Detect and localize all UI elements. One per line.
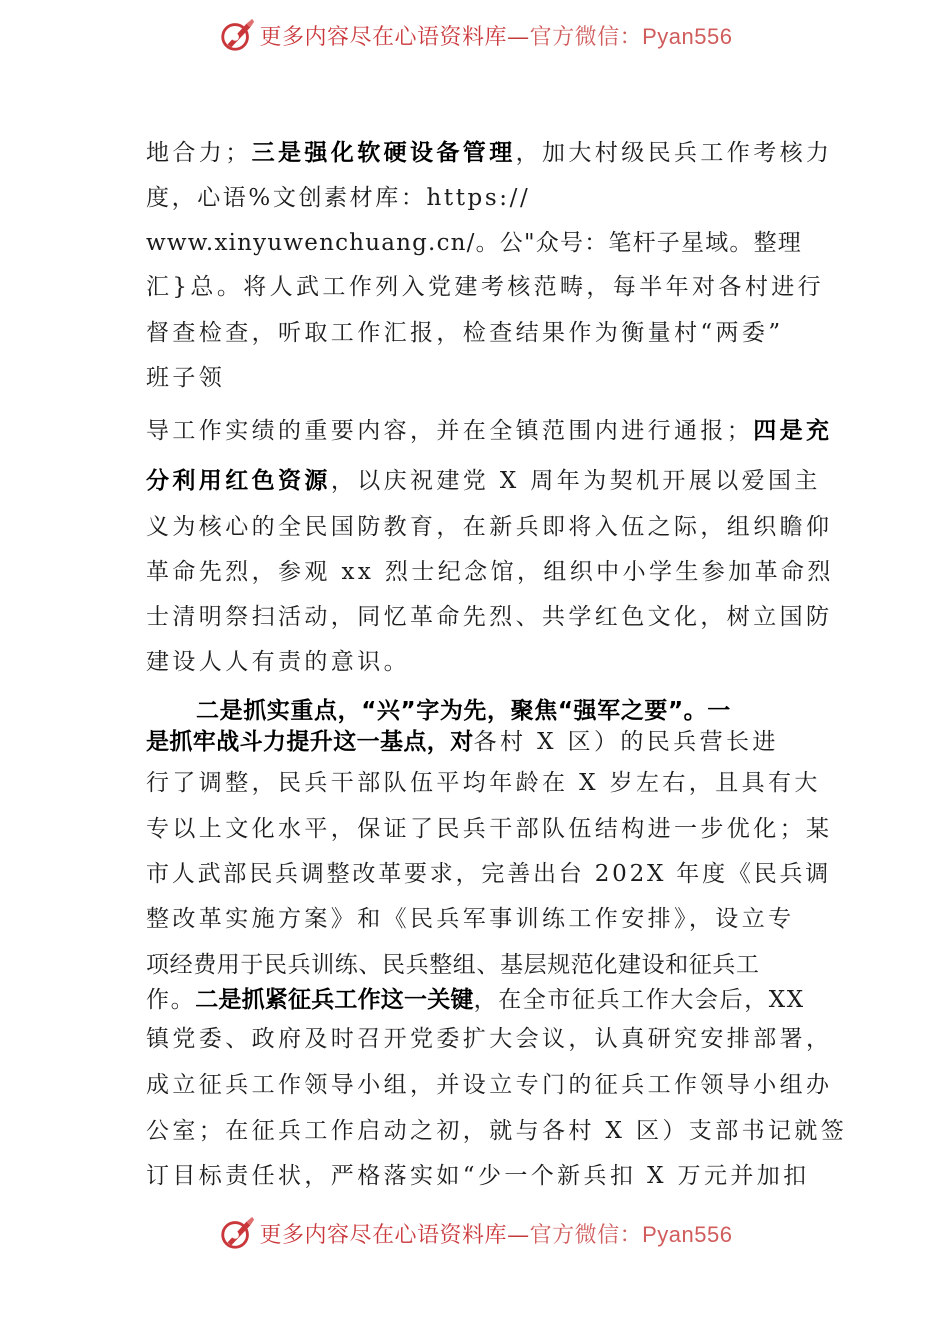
pen-logo-icon — [218, 1214, 256, 1252]
text-line: 镇党委、政府及时召开党委扩大会议，认真研究安排部署， — [146, 1026, 833, 1052]
text-line: 义为核心的全民国防教育，在新兵即将入伍之际，组织瞻仰 — [146, 514, 833, 540]
text-line: 成立征兵工作领导小组，并设立专门的征兵工作领导小组办 — [146, 1072, 833, 1098]
text-line: www.xinyuwenchuang.cn/。公"众号：笔杆子星域。整理 — [146, 230, 802, 256]
text-line: 革命先烈，参观 xx 烈士纪念馆，组织中小学生参加革命烈 — [146, 559, 834, 585]
banner-text — [260, 1218, 733, 1249]
banner-lead: 更多内容尽在心语资料库 — [259, 24, 508, 50]
banner-label: 官方微信： — [529, 1222, 643, 1248]
banner-dash: — — [507, 1222, 530, 1248]
text-line: 行了调整，民兵干部队伍平均年龄在 X 岁左右，且具有大 — [146, 770, 821, 796]
text-line: 分利用红色资源，以庆祝建党 X 周年为契机开展以爱国主 — [146, 468, 821, 494]
text-line: 项经费用于民兵训练、民兵整组、基层规范化建设和征兵工 — [146, 952, 760, 978]
banner-label: 官方微信： — [529, 24, 643, 50]
text-line: 整改革实施方案》和《民兵军事训练工作安排》，设立专 — [146, 906, 795, 932]
banner-wechat-id: Pyan556 — [642, 23, 733, 49]
text-line: 班子领 — [146, 365, 226, 391]
text-line: 建设人人有责的意识。 — [146, 649, 410, 675]
text-line: 专以上文化水平，保证了民兵干部队伍结构进一步优化；某 — [146, 816, 833, 842]
text-line: 市人武部民兵调整改革要求，完善出台 202X 年度《民兵调 — [146, 861, 832, 887]
footer-banner — [0, 1210, 950, 1256]
text-line: 是抓牢战斗力提升这一基点，对各村 X 区）的民兵营长进 — [146, 729, 779, 755]
text-line: 督查检查，听取工作汇报，检查结果作为衡量村“两委” — [146, 320, 784, 346]
text-line: 导工作实绩的重要内容，并在全镇范围内进行通报；四是充 — [146, 418, 833, 444]
text-line: 度，心语%文创素材库：https:// — [146, 185, 531, 211]
banner-dash: — — [507, 24, 530, 50]
text-line: 订目标责任状，严格落实如“少一个新兵扣 X 万元并加扣 — [146, 1163, 810, 1189]
text-line: 士清明祭扫活动，同忆革命先烈、共学红色文化，树立国防 — [146, 604, 833, 630]
text-line: 作。二是抓紧征兵工作这一关键，在全市征兵工作大会后，XX — [146, 987, 805, 1013]
text-line: 公室；在征兵工作启动之初，就与各村 X 区）支部书记就签 — [146, 1118, 848, 1144]
section-heading: 二是抓实重点，“兴”字为先，聚焦“强军之要”。一 — [196, 698, 731, 724]
banner-lead: 更多内容尽在心语资料库 — [259, 1222, 508, 1248]
text-line: 汇}总。将人武工作列入党建考核范畴，每半年对各村进行 — [146, 274, 825, 300]
text-line: 地合力；三是强化软硬设备管理，加大村级民兵工作考核力 — [146, 140, 833, 166]
banner-wechat-id: Pyan556 — [642, 1221, 733, 1247]
